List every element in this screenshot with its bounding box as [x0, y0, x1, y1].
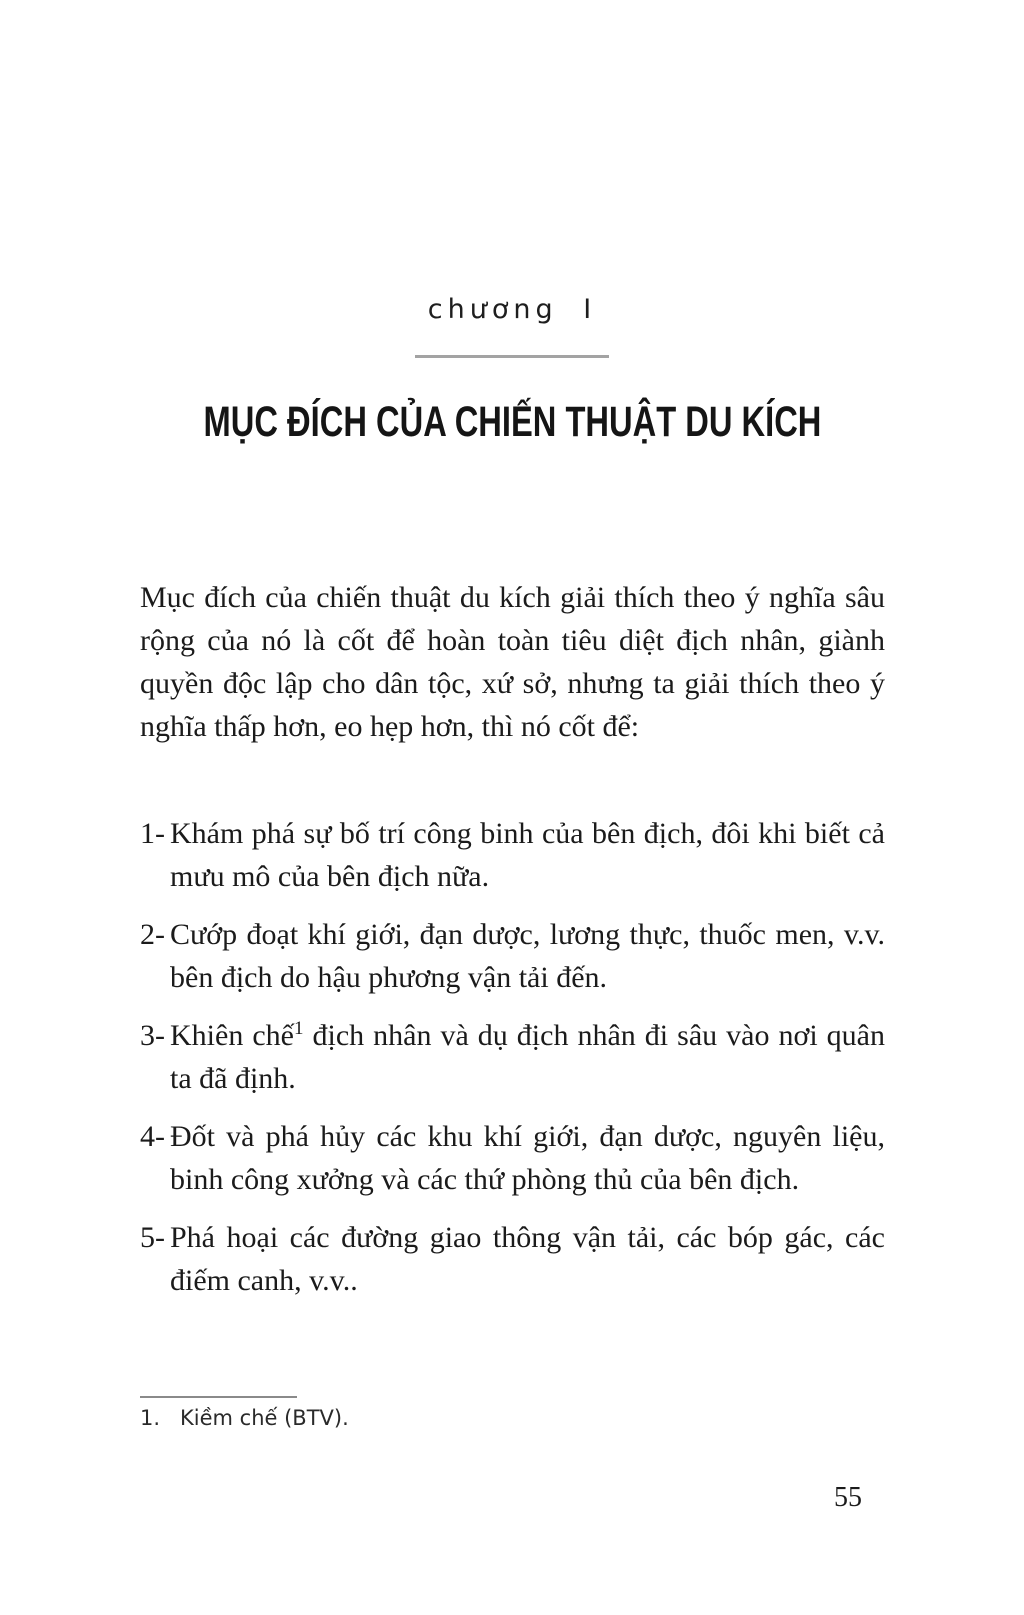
list-item-marker: 1- [140, 817, 165, 850]
chapter-label: chương I [427, 294, 597, 325]
footnote-divider [140, 1396, 297, 1398]
list-item-marker: 4- [140, 1120, 165, 1153]
list-item-text-post: địch nhân và dụ địch nhân đi sâu vào nơi quân ta đã định. [170, 1019, 885, 1095]
chapter-header [0, 294, 1024, 325]
list-item-text: Cướp đoạt khí giới, đạn dược, lương thực, thuốc men, v.v. bên địch do hậu phương vận tải đến. [170, 918, 885, 994]
page-number: 55 [834, 1482, 862, 1513]
footnote-ref: 1 [293, 1018, 304, 1039]
chapter-title: MỤC ĐÍCH CỦA CHIẾN THUẬT DU KÍCH [203, 398, 821, 446]
intro-paragraph: Mục đích của chiến thuật du kích giải thích theo ý nghĩa sâu rộng của nó là cốt để hoàn toàn tiêu diệt địch nhân, giành quyền độc lập cho dân tộc, xứ sở, nhưng ta giải thích theo ý nghĩa thấp hơn, eo hẹp hơn, thì nó cốt để: [140, 581, 885, 743]
list-item-text-pre: Khiên chế [170, 1019, 294, 1052]
list-item [140, 812, 885, 898]
list-item [140, 1216, 885, 1302]
list-item [140, 1115, 885, 1201]
list-item [140, 913, 885, 999]
footnote-number: 1. [140, 1406, 161, 1430]
list-item-text: Khám phá sự bố trí công binh của bên địch, đôi khi biết cả mưu mô của bên địch nữa. [170, 817, 885, 893]
footnote [140, 1406, 740, 1430]
list-item [140, 1014, 885, 1100]
list-item-marker: 5- [140, 1221, 165, 1254]
chapter-divider [415, 355, 609, 358]
list-item-text [170, 1019, 885, 1095]
list-item-marker: 2- [140, 918, 165, 951]
list-item-marker: 3- [140, 1019, 165, 1052]
list-item-text: Phá hoại các đường giao thông vận tải, các bóp gác, các điếm canh, v.v.. [170, 1221, 885, 1297]
list-item-text: Đốt và phá hủy các khu khí giới, đạn dược, nguyên liệu, binh công xưởng và các thứ phòng thủ của bên địch. [170, 1120, 885, 1196]
footnote-text: Kiềm chế (BTV). [180, 1406, 349, 1430]
objectives-list [140, 812, 885, 1317]
title-row [0, 398, 1024, 447]
